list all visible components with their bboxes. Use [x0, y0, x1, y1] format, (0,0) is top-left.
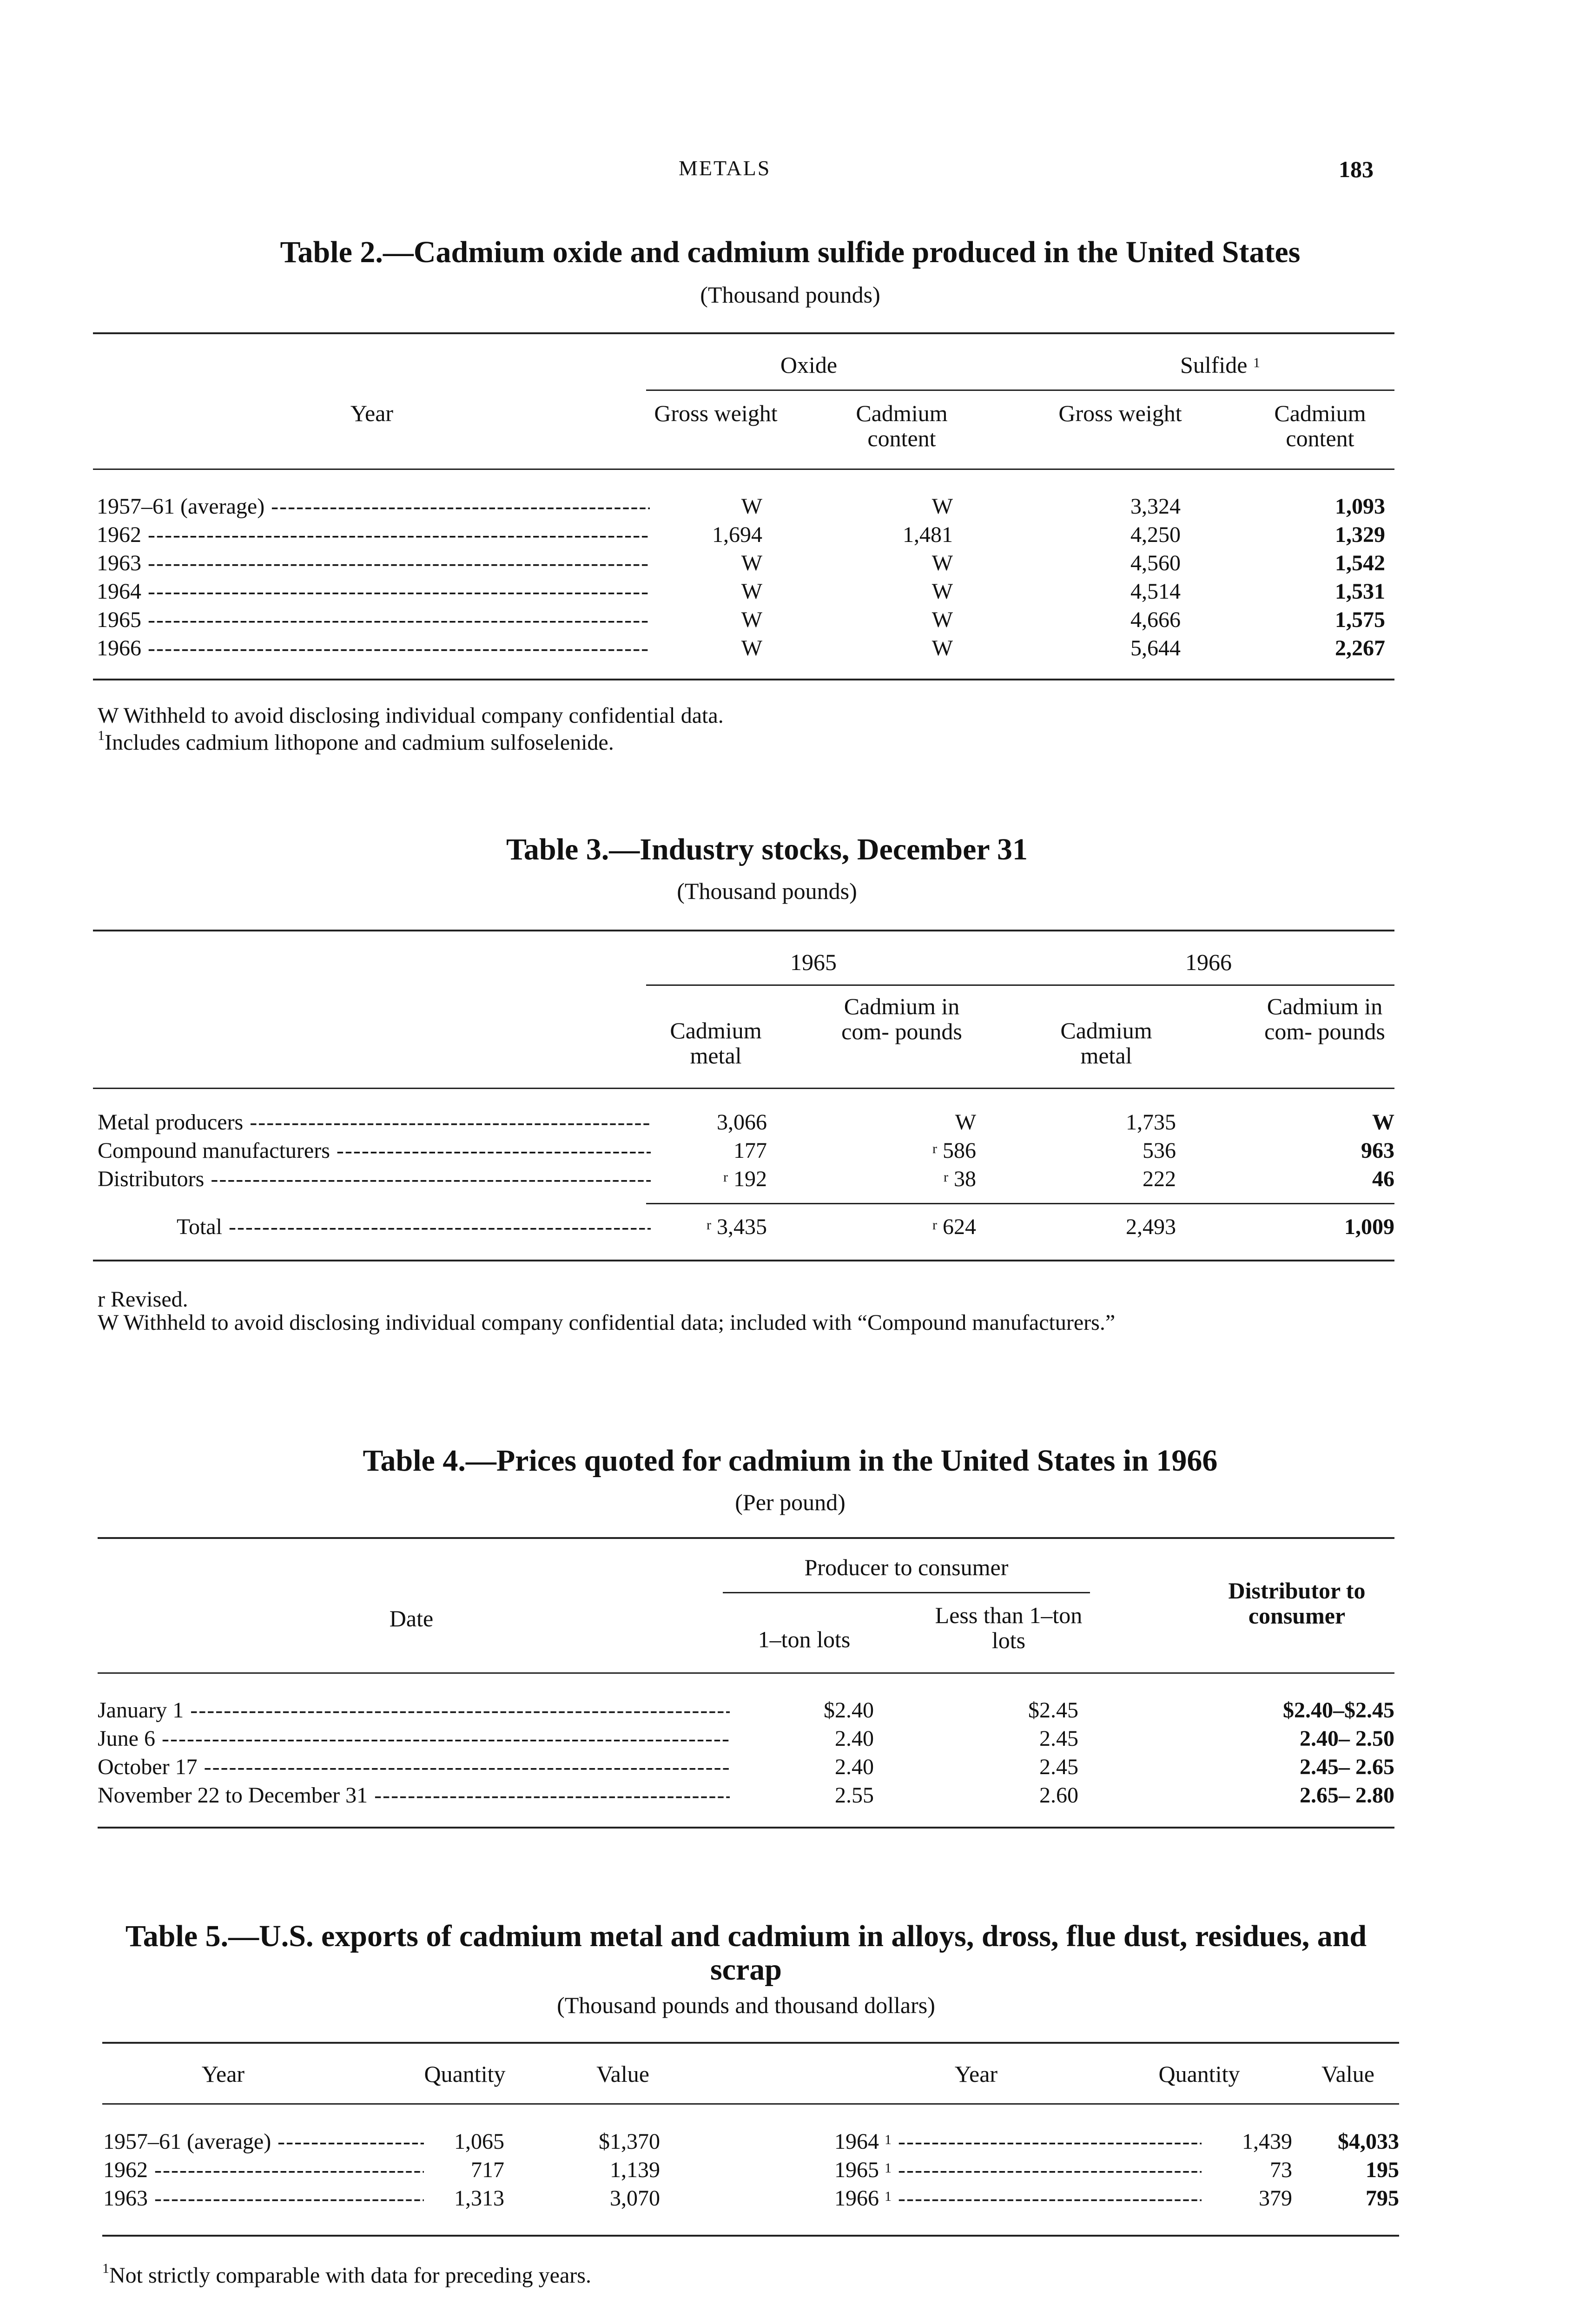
table-row: [0, 493, 1592, 521]
table5-value: 3,070: [610, 2186, 660, 2211]
table-row: [0, 2156, 790, 2184]
table2-head-sulfide-gross: Gross weight: [1058, 400, 1182, 426]
table2-year-label: 1964 -----: [97, 578, 650, 606]
table5-value: 1,139: [610, 2158, 660, 2182]
table4-head-date: Date: [389, 1605, 434, 1631]
table5-value: 195: [1366, 2158, 1399, 2182]
table-row: [0, 2185, 790, 2212]
table3-compounds-1966: 1,009: [1344, 1215, 1394, 1239]
table2-group-rule: [646, 390, 1394, 391]
table2-year-label: 1965 -----: [97, 606, 650, 634]
table2-sulfide-cadmium: 1,575: [1335, 607, 1385, 632]
table-row: [790, 2128, 1592, 2156]
table2-oxide-cadmium: W: [931, 579, 953, 604]
table2-oxide-cadmium: W: [931, 494, 953, 519]
table5-year-label: 1962 -----: [103, 2156, 424, 2184]
table2-subtitle: (Thousand pounds): [700, 282, 880, 308]
table3-total-rule: [646, 1203, 1394, 1204]
table3-compounds-1966: W: [1372, 1110, 1394, 1135]
table-row: [0, 1725, 1592, 1753]
table-row: [0, 634, 1592, 662]
table4-date-label: January 1 -----: [98, 1697, 730, 1724]
table-row: [0, 1753, 1592, 1781]
table5-year-label: 1964 $^1$ -----: [834, 2128, 1202, 2156]
table3-footnote-r: r Revised.: [98, 1287, 188, 1312]
table5-quantity: 717: [471, 2158, 504, 2182]
table5-head-rule: [102, 2103, 1399, 2105]
table4-less-price: 2.45: [1039, 1726, 1078, 1751]
table3-head-1966: 1966: [1185, 949, 1232, 975]
table5-quantity: 1,439: [1242, 2129, 1292, 2154]
table2-sulfide-gross: 3,324: [1130, 494, 1181, 519]
table3-metal-1965: $^r$ 192: [723, 1167, 767, 1191]
table-row: [0, 549, 1592, 577]
table2-year-label: 1957–61 (average) -----: [97, 493, 650, 521]
table4-distributor-price: $2.40–$2.45: [1283, 1698, 1394, 1723]
table2-sulfide-gross: 4,514: [1130, 579, 1181, 604]
table-row: [0, 521, 1592, 549]
table2-sulfide-cadmium: 1,093: [1335, 494, 1385, 519]
table-row: [0, 606, 1592, 634]
table3-row-label: Metal producers -----: [98, 1109, 651, 1136]
table4-head-distributor: Distributor to consumer: [1228, 1578, 1366, 1629]
table3-head-compounds-1966: Cadmium in com- pounds: [1264, 993, 1385, 1044]
table3-compounds-1965: $^r$ 38: [944, 1167, 976, 1191]
table4-1ton-price: 2.55: [835, 1783, 874, 1808]
table5-bottom-rule: [102, 2235, 1399, 2237]
table-row: [0, 578, 1592, 606]
table3-metal-1966: 2,493: [1126, 1215, 1176, 1239]
table5-footnote-1: $^1$Not strictly comparable with data for preceding years.: [102, 2261, 591, 2288]
table4-head-less: Less than 1–ton lots: [935, 1602, 1083, 1653]
table4-distributor-price: 2.40– 2.50: [1300, 1726, 1394, 1751]
table3-compounds-1966: 46: [1372, 1167, 1394, 1191]
table2-oxide-gross: W: [741, 551, 762, 575]
table2-bottom-rule: [93, 679, 1394, 680]
table4-less-price: $2.45: [1028, 1698, 1078, 1723]
table3-head-metal-1965: Cadmium metal: [670, 1017, 762, 1069]
table3-metal-1965: 3,066: [717, 1110, 767, 1135]
table2-footnote-w: W Withheld to avoid disclosing individual company confidential data.: [98, 703, 724, 728]
table5-value: $4,033: [1338, 2129, 1399, 2154]
table3-head-metal-1966: Cadmium metal: [1060, 1017, 1152, 1069]
table2-head-year: Year: [350, 400, 394, 426]
table-row: [790, 2185, 1592, 2212]
page-number: 183: [1339, 156, 1374, 182]
table-row: [0, 1782, 1592, 1809]
table4-distributor-price: 2.45– 2.65: [1300, 1755, 1394, 1779]
table2-head-sulfide-cadmium: Cadmium content: [1274, 400, 1366, 451]
table2-footnote-1: $^1$Includes cadmium lithopone and cadmium sulfoselenide.: [98, 728, 614, 755]
table2-year-label: 1962 -----: [97, 521, 650, 549]
table5-quantity: 73: [1270, 2158, 1292, 2182]
table3-compounds-1965: $^r$ 624: [932, 1215, 976, 1239]
table2-oxide-cadmium: W: [931, 551, 953, 575]
running-head: METALS: [679, 156, 771, 180]
table4-1ton-price: $2.40: [824, 1698, 874, 1723]
table4-title: Table 4.—Prices quoted for cadmium in the United States in 1966: [363, 1444, 1218, 1478]
table3-compounds-1966: 963: [1361, 1138, 1394, 1163]
table3-row-label: Distributors -----: [98, 1165, 651, 1193]
table4-less-price: 2.45: [1039, 1755, 1078, 1779]
table3-head-rule: [93, 1088, 1394, 1089]
table-row: [0, 1109, 1592, 1136]
table2-oxide-gross: W: [741, 636, 762, 660]
table5-head-quantity-left: Quantity: [424, 2061, 506, 2087]
table4-date-label: October 17 -----: [98, 1753, 730, 1781]
table3-footnote-w: W Withheld to avoid disclosing individual company confidential data; included with “Compound manufacturers.”: [98, 1310, 1116, 1335]
table5-head-value-right: Value: [1321, 2061, 1374, 2087]
table5-quantity: 379: [1259, 2186, 1292, 2211]
table5-value: $1,370: [599, 2129, 660, 2154]
table2-sulfide-gross: 5,644: [1130, 636, 1181, 660]
table2-sulfide-gross: 4,250: [1130, 522, 1181, 547]
table3-metal-1966: 536: [1143, 1138, 1176, 1163]
table2-head-sulfide: Sulfide $^1$: [1180, 352, 1260, 378]
table3-group-rule: [646, 984, 1394, 986]
table2-sulfide-cadmium: 1,531: [1335, 579, 1385, 604]
table2-title: Table 2.—Cadmium oxide and cadmium sulfide produced in the United States: [280, 235, 1301, 269]
table2-year-label: 1966 -----: [97, 634, 650, 662]
table4-subtitle: (Per pound): [735, 1489, 846, 1515]
table2-oxide-gross: W: [741, 607, 762, 632]
table3-total-row: [0, 1213, 1592, 1241]
table2-oxide-cadmium: W: [931, 636, 953, 660]
table2-sulfide-gross: 4,666: [1130, 607, 1181, 632]
table4-group-rule: [723, 1592, 1090, 1593]
table3-compounds-1965: W: [955, 1110, 976, 1135]
table5-year-label: 1963 -----: [103, 2185, 424, 2212]
table3-metal-1966: 1,735: [1126, 1110, 1176, 1135]
table2-head-rule: [93, 469, 1394, 470]
table4-1ton-price: 2.40: [835, 1726, 874, 1751]
table2-head-oxide: Oxide: [780, 352, 838, 378]
table2-sulfide-cadmium: 1,329: [1335, 522, 1385, 547]
table2-oxide-gross: W: [741, 494, 762, 519]
table2-year-label: 1963 -----: [97, 549, 650, 577]
table-row: [0, 2128, 790, 2156]
table4-head-producer: Producer to consumer: [804, 1554, 1009, 1580]
table3-metal-1965: $^r$ 3,435: [707, 1215, 767, 1239]
table5-top-rule: [102, 2042, 1399, 2044]
table3-head-compounds-1965: Cadmium in com- pounds: [841, 993, 962, 1044]
table3-metal-1966: 222: [1143, 1167, 1176, 1191]
table4-1ton-price: 2.40: [835, 1755, 874, 1779]
table2-sulfide-cadmium: 2,267: [1335, 636, 1385, 660]
table2-sulfide-gross: 4,560: [1130, 551, 1181, 575]
table3-bottom-rule: [93, 1260, 1394, 1261]
table5-quantity: 1,313: [454, 2186, 504, 2211]
table4-top-rule: [98, 1537, 1394, 1539]
table2-sulfide-cadmium: 1,542: [1335, 551, 1385, 575]
table2-top-rule: [93, 332, 1394, 334]
table5-head-year-right: Year: [954, 2061, 998, 2087]
table3-row-label: Total -----: [177, 1213, 651, 1241]
table4-less-price: 2.60: [1039, 1783, 1078, 1808]
table3-head-1965: 1965: [790, 949, 837, 975]
table2-oxide-cadmium: 1,481: [903, 522, 953, 547]
table-row: [0, 1697, 1592, 1724]
table4-date-label: November 22 to December 31 -----: [98, 1782, 730, 1809]
table5-year-label: 1965 $^1$ -----: [834, 2156, 1202, 2184]
table5-year-label: 1966 $^1$ -----: [834, 2185, 1202, 2212]
table4-bottom-rule: [98, 1827, 1394, 1829]
table5-quantity: 1,065: [454, 2129, 504, 2154]
table4-date-label: June 6 -----: [98, 1725, 730, 1753]
table2-oxide-gross: 1,694: [712, 522, 762, 547]
table5-head-value-left: Value: [596, 2061, 649, 2087]
table3-compounds-1965: $^r$ 586: [932, 1138, 976, 1163]
table5-subtitle: (Thousand pounds and thousand dollars): [557, 1992, 935, 2018]
table2-oxide-cadmium: W: [931, 607, 953, 632]
table-row: [790, 2156, 1592, 2184]
table4-head-lots: 1–ton lots: [758, 1626, 851, 1652]
table3-title: Table 3.—Industry stocks, December 31: [506, 832, 1028, 866]
table4-distributor-price: 2.65– 2.80: [1300, 1783, 1394, 1808]
table2-oxide-gross: W: [741, 579, 762, 604]
table3-top-rule: [93, 930, 1394, 931]
table-row: [0, 1137, 1592, 1165]
table5-title: Table 5.—U.S. exports of cadmium metal and cadmium in alloys, dross, flue dust, residues, and scrap: [125, 1919, 1367, 1987]
table3-metal-1965: 177: [733, 1138, 767, 1163]
table-row: [0, 1165, 1592, 1193]
table5-head-quantity-right: Quantity: [1158, 2061, 1240, 2087]
table3-row-label: Compound manufacturers -----: [98, 1137, 651, 1165]
table3-subtitle: (Thousand pounds): [677, 878, 857, 904]
table5-head-year-left: Year: [201, 2061, 245, 2087]
table4-head-rule: [98, 1672, 1394, 1674]
table2-head-oxide-gross: Gross weight: [654, 400, 778, 426]
table5-value: 795: [1366, 2186, 1399, 2211]
table5-year-label: 1957–61 (average) -----: [103, 2128, 424, 2156]
table2-head-oxide-cadmium: Cadmium content: [856, 400, 948, 451]
